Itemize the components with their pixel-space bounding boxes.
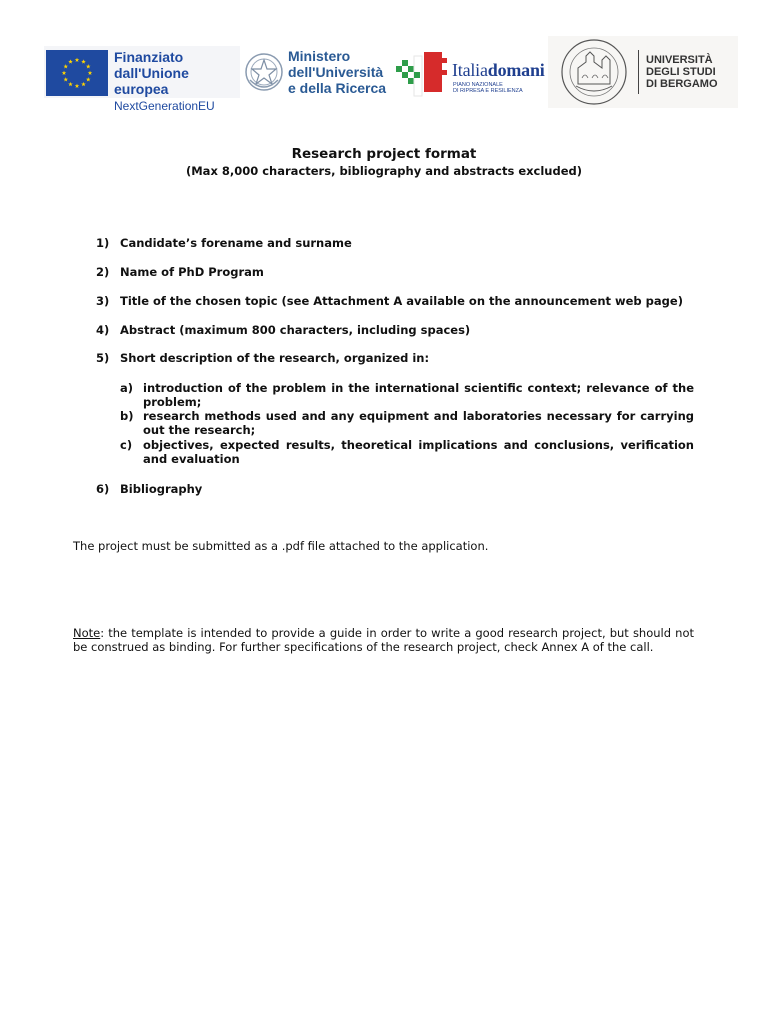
note-text: : the template is intended to provide a guide in order to write a good research project, but should not be construed as binding. For further specifications of the research project, check Annex A of the call. bbox=[73, 626, 694, 654]
header-logo-bar bbox=[44, 36, 738, 113]
university-bergamo-logo bbox=[548, 36, 738, 108]
eu-logo-line2: dall'Unione europea bbox=[114, 65, 189, 97]
italian-emblem-icon bbox=[244, 50, 284, 94]
list-item-text: Title of the chosen topic (see Attachment A available on the announcement web page) bbox=[120, 294, 683, 308]
university-seal-icon bbox=[560, 38, 628, 106]
eu-star-icon bbox=[75, 84, 80, 88]
submission-instruction: The project must be submitted as a .pdf file attached to the application. bbox=[73, 539, 489, 553]
italia-domani-wordmark bbox=[452, 60, 545, 81]
sub-list-item-text: research methods used and any equipment and laboratories necessary for carrying out the research; bbox=[143, 409, 694, 437]
sub-list-item-text: introduction of the problem in the international scientific context; relevance of the problem; bbox=[143, 381, 694, 409]
eu-star-icon bbox=[62, 71, 67, 75]
eu-funding-logo bbox=[44, 46, 240, 113]
sub-list-item-letter: b) bbox=[120, 409, 134, 423]
italia-domani-sub-line2: DI RIPRESA E RESILIENZA bbox=[453, 88, 523, 94]
university-logo-line2: DEGLI STUDI bbox=[646, 66, 716, 78]
list-item-text: Bibliography bbox=[120, 482, 203, 496]
sub-list-item-letter: c) bbox=[120, 438, 133, 452]
document-subtitle: (Max 8,000 characters, bibliography and abstracts excluded) bbox=[185, 164, 583, 178]
italia-domani-mark-icon bbox=[394, 48, 450, 98]
eu-star-icon bbox=[86, 77, 91, 81]
ministry-logo-line3: e della Ricerca bbox=[288, 80, 387, 96]
eu-star-icon bbox=[86, 64, 91, 68]
eu-logo-line3: NextGenerationEU bbox=[114, 99, 215, 113]
university-logo-line1: UNIVERSITÀ bbox=[646, 54, 713, 66]
eu-logo-text bbox=[114, 49, 240, 114]
eu-star-icon bbox=[68, 82, 73, 86]
note-paragraph bbox=[73, 626, 694, 654]
sub-list-item-text: objectives, expected results, theoretical implications and conclusions, verification and evaluation bbox=[143, 438, 694, 466]
eu-star-icon bbox=[81, 59, 86, 63]
logo-divider bbox=[638, 50, 639, 94]
list-item-number: 4) bbox=[96, 323, 110, 337]
italia-domani-brand-a: Italia bbox=[452, 60, 488, 80]
eu-logo-line1: Finanziato bbox=[114, 49, 184, 65]
eu-star-icon bbox=[68, 59, 73, 63]
ministry-logo-line1: Ministero bbox=[288, 48, 351, 64]
italia-domani-brand-b: domani bbox=[487, 60, 545, 80]
note-label: Note bbox=[73, 626, 101, 640]
italia-domani-subtitle bbox=[453, 82, 523, 94]
list-item-number: 5) bbox=[96, 351, 110, 365]
ministry-logo-line2: dell'Università bbox=[288, 64, 384, 80]
italia-domani-sub-line1: PIANO NAZIONALE bbox=[453, 82, 503, 88]
eu-star-icon bbox=[75, 58, 80, 62]
list-item-number: 1) bbox=[96, 236, 110, 250]
list-item-text: Name of PhD Program bbox=[120, 265, 264, 279]
list-item-number: 6) bbox=[96, 482, 110, 496]
list-item-number: 3) bbox=[96, 294, 110, 308]
document-title: Research project format bbox=[291, 146, 477, 162]
list-item-number: 2) bbox=[96, 265, 110, 279]
ministry-logo-text bbox=[288, 48, 386, 96]
list-item-text: Candidate’s forename and surname bbox=[120, 236, 352, 250]
eu-star-icon bbox=[63, 77, 68, 81]
university-logo-line3: DI BERGAMO bbox=[646, 78, 718, 90]
list-item-text: Abstract (maximum 800 characters, including spaces) bbox=[120, 323, 471, 337]
sub-list-item bbox=[120, 438, 694, 466]
sub-list-item-letter: a) bbox=[120, 381, 134, 395]
eu-flag-icon bbox=[46, 50, 108, 96]
sub-list-item bbox=[120, 381, 694, 409]
italia-domani-logo bbox=[394, 48, 554, 100]
eu-star-icon bbox=[81, 82, 86, 86]
ministry-logo bbox=[242, 44, 394, 100]
eu-star-icon bbox=[63, 64, 68, 68]
list-item-text: Short description of the research, organized in: bbox=[120, 351, 430, 365]
university-logo-text bbox=[646, 54, 718, 90]
sub-list-item bbox=[120, 409, 694, 437]
eu-star-icon bbox=[88, 71, 93, 75]
